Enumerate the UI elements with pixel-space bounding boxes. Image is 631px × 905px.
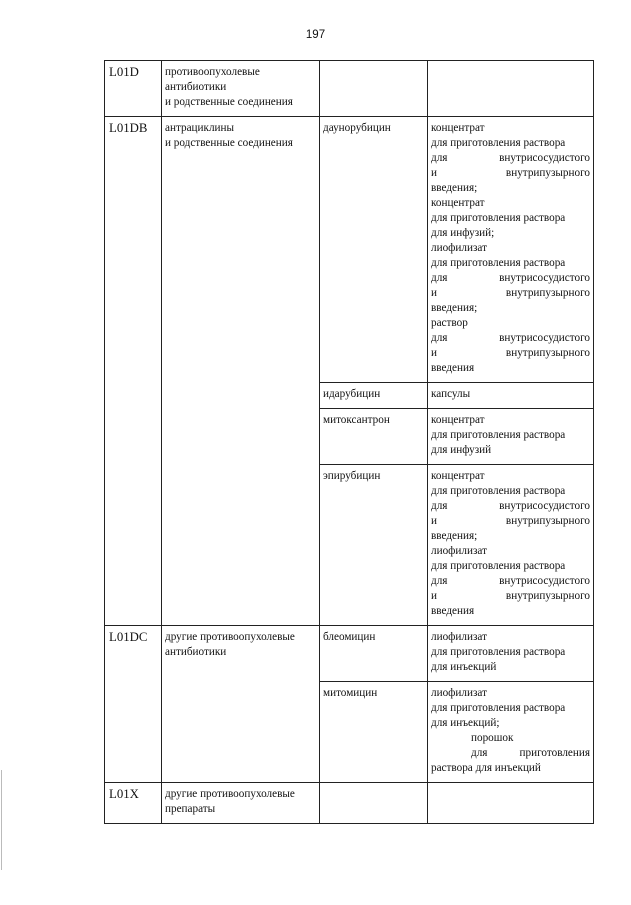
dosage-form-line: для приготовления раствора	[431, 137, 566, 149]
dosage-form-line: для приготовления раствора	[431, 560, 566, 572]
footer-scan-mark	[533, 895, 603, 901]
dosage-form-line: порошок	[471, 732, 514, 744]
atc-code-cell: L01DC	[105, 626, 162, 783]
dosage-form-line: лиофилизат	[431, 242, 487, 254]
dosage-form-cell	[428, 383, 594, 409]
dosage-form-line: для приготовления раствора	[431, 485, 566, 497]
anatomical-therapeutic-group-cell: противоопухолевые антибиотики и родственные соединения	[162, 61, 320, 117]
anatomical-therapeutic-group-cell: другие противоопухолевые препараты	[162, 783, 320, 824]
dosage-form-cell	[428, 409, 594, 465]
dosage-form-line: для приготовления раствора	[431, 212, 566, 224]
dosage-form-line: и внутрипузырного	[431, 590, 590, 602]
dosage-form-line: и внутрипузырного	[431, 287, 590, 299]
dosage-form-cell	[428, 61, 594, 117]
dosage-form-cell	[428, 117, 594, 383]
table-row	[105, 783, 594, 824]
drug-name-cell: даунорубицин	[320, 117, 428, 383]
dosage-form-line: введения;	[431, 530, 478, 542]
dosage-form-cell	[428, 465, 594, 626]
dosage-form-line: введения;	[431, 302, 478, 314]
dosage-form-line: и внутрипузырного	[431, 347, 590, 359]
scan-edge-mark	[1, 770, 2, 870]
dosage-form-cell	[428, 783, 594, 824]
dosage-form-line: для приготовления раствора	[431, 429, 566, 441]
dosage-form-line: концентрат	[431, 197, 485, 209]
table-row	[105, 61, 594, 117]
drug-classification-table	[104, 60, 594, 824]
table-row	[105, 117, 594, 383]
dosage-form-line: раствор	[431, 317, 468, 329]
dosage-form-line: для приготовления раствора	[431, 702, 566, 714]
atc-code-cell: L01D	[105, 61, 162, 117]
dosage-form-line: раствора для инъекций	[431, 762, 541, 774]
dosage-form-line: лиофилизат	[431, 545, 487, 557]
drug-name-cell	[320, 61, 428, 117]
dosage-form-line: для внутрисосудистого	[431, 575, 590, 587]
dosage-form-line: для инфузий;	[431, 227, 495, 239]
dosage-form-line: концентрат	[431, 470, 485, 482]
anatomical-therapeutic-group-cell: другие противоопухолевые антибиотики	[162, 626, 320, 783]
dosage-form-line: введения	[431, 605, 475, 617]
dosage-form-cell	[428, 626, 594, 682]
dosage-form-line: для инъекций;	[431, 717, 500, 729]
drug-name-cell: митомицин	[320, 682, 428, 783]
drug-name-cell: блеомицин	[320, 626, 428, 682]
drug-name-cell: идарубицин	[320, 383, 428, 409]
table-body	[105, 61, 594, 824]
atc-code-cell: L01X	[105, 783, 162, 824]
drug-name-cell: митоксантрон	[320, 409, 428, 465]
drug-name-cell: эпирубицин	[320, 465, 428, 626]
atc-code-cell: L01DB	[105, 117, 162, 626]
dosage-form-line: введения	[431, 362, 475, 374]
dosage-form-line: и внутрипузырного	[431, 167, 590, 179]
dosage-form-line: для внутрисосудистого	[431, 272, 590, 284]
dosage-form-line: для приготовления	[471, 747, 590, 759]
dosage-form-line: лиофилизат	[431, 687, 487, 699]
dosage-form-line: для приготовления раствора	[431, 646, 566, 658]
anatomical-therapeutic-group-cell: антрациклины и родственные соединения	[162, 117, 320, 626]
dosage-form-line: для внутрисосудистого	[431, 152, 590, 164]
dosage-form-line: и внутрипузырного	[431, 515, 590, 527]
page-number: 197	[305, 29, 326, 41]
dosage-form-line: для инъекций	[431, 661, 497, 673]
drug-name-cell	[320, 783, 428, 824]
dosage-form-line: для внутрисосудистого	[431, 332, 590, 344]
dosage-form-line: концентрат	[431, 122, 485, 134]
dosage-form-line: концентрат	[431, 414, 485, 426]
dosage-form-line: для приготовления раствора	[431, 257, 566, 269]
dosage-form-line: капсулы	[431, 388, 471, 400]
table-row	[105, 626, 594, 682]
dosage-form-cell	[428, 682, 594, 783]
dosage-form-line: лиофилизат	[431, 631, 487, 643]
dosage-form-line: для инфузий	[431, 444, 492, 456]
dosage-form-line: введения;	[431, 182, 478, 194]
dosage-form-line: для внутрисосудистого	[431, 500, 590, 512]
